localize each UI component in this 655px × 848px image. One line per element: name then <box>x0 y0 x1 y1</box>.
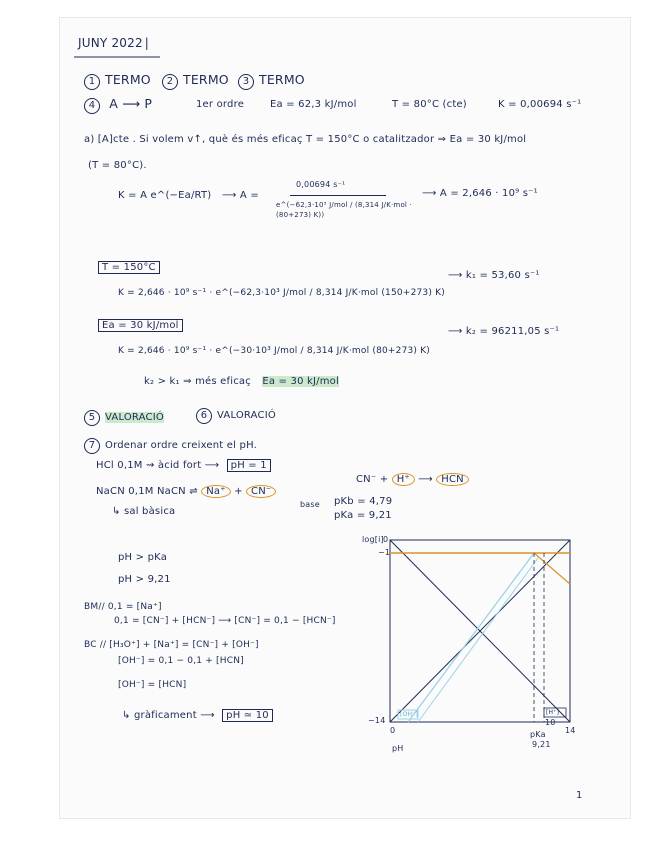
x-tick-pka: pKa <box>530 730 546 739</box>
part-a-intro: a) [A]cte . Si volem v↑, què és més eficaç T = 150°C o catalitzador ⇒ Ea = 30 kJ/mol <box>84 134 527 145</box>
question-1: 1 TERMO <box>84 72 151 90</box>
box-ea30: Ea = 30 kJ/mol <box>98 320 183 331</box>
bm-label: BM// 0,1 = [Na⁺] <box>84 602 162 612</box>
bc-eq2: [OH⁻] = [HCN] <box>118 680 187 690</box>
k1-expression: K = 2,646 · 10⁹ s⁻¹ · e^(−62,3·10³ J/mol / 8,314 J/K·mol (150+273) K) <box>118 288 445 298</box>
y-tick-0: 0 <box>383 535 389 544</box>
sal-basica: ↳ sal bàsica <box>112 506 176 517</box>
nacn-line: NaCN 0,1M NaCN ⇌ Na⁺ + CN⁻ <box>96 486 276 497</box>
arrow-1: ⟶ A = <box>222 190 259 201</box>
plot-xlabel: pH <box>392 744 404 753</box>
page-title: JUNY 2022 | <box>78 36 150 50</box>
a-denominator: e^(−62,3·10³ J/mol / (8,314 J/K·mol · (80+273) K)) <box>276 201 412 219</box>
cn-equation: CN⁻ + H⁺ ⟶ HCN <box>356 474 469 485</box>
x-tick-14: 14 <box>565 726 576 735</box>
plot-ylabel: log[i] <box>362 535 384 544</box>
q4-temp: T = 80°C (cte) <box>392 99 467 110</box>
q4-ea: Ea = 62,3 kJ/mol <box>270 99 357 110</box>
y-tick-minus1: −1 <box>378 548 391 557</box>
arrhenius-formula: K = A e^(−Ea/RT) <box>118 190 212 201</box>
ph-gt-pka: pH > pKa <box>118 552 168 563</box>
h-label: [H⁺] <box>546 709 560 716</box>
k1-result: ⟶ k₁ = 53,60 s⁻¹ <box>448 270 540 281</box>
pka: pKa = 9,21 <box>334 510 392 521</box>
x-tick-pka-value: 9,21 <box>532 740 551 749</box>
ph-gt-value: pH > 9,21 <box>118 574 171 585</box>
bc-eq1: [OH⁻] = 0,1 − 0,1 + [HCN] <box>118 656 244 666</box>
box-t150: T = 150°C <box>98 262 160 273</box>
pkb: pKb = 4,79 <box>334 496 393 507</box>
a-result: ⟶ A = 2,646 · 10⁹ s⁻¹ <box>422 188 538 199</box>
bm-equation: 0,1 = [CN⁻] + [HCN⁻] ⟶ [CN⁻] = 0,1 − [HCN⁻] <box>114 616 336 626</box>
k2-result: ⟶ k₂ = 96211,05 s⁻¹ <box>448 326 560 337</box>
a-numerator: 0,00694 s⁻¹ <box>296 180 346 189</box>
hcn-species-line <box>418 558 538 722</box>
bc-label: BC // [H₃O⁺] + [Na⁺] = [CN⁻] + [OH⁻] <box>84 640 259 650</box>
part-a-temp: (T = 80°C). <box>88 160 147 171</box>
page-number: 1 <box>576 790 583 801</box>
question-4: 4 A ⟶ P <box>84 96 152 114</box>
question-2: 2 TERMO <box>162 72 229 90</box>
x-tick-0: 0 <box>390 726 396 735</box>
y-tick-minus14: −14 <box>368 716 386 725</box>
hcl-line: HCl 0,1M ⇝ àcid fort ⟶ pH = 1 <box>96 460 271 471</box>
q4-k: K = 0,00694 s⁻¹ <box>498 99 582 110</box>
k2-expression: K = 2,646 · 10⁹ s⁻¹ · e^(−30·10³ J/mol / 8,314 J/K·mol (80+273) K) <box>118 346 431 356</box>
question-5: 5 VALORACIÓ <box>84 410 164 426</box>
title-underline <box>74 55 164 59</box>
question-3: 3 TERMO <box>238 72 305 90</box>
fraction-bar <box>290 194 388 197</box>
question-7: 7 Ordenar ordre creixent el pH. <box>84 438 257 454</box>
graphical-line: ↳ gràficament ⟶ pH ≃ 10 <box>122 710 273 721</box>
q4-order: 1er ordre <box>196 99 245 110</box>
cn-species-line <box>408 553 534 722</box>
x-tick-10: 10 <box>545 718 556 727</box>
question-6: 6 VALORACIÓ <box>196 408 276 424</box>
comparison: k₂ > k₁ ⇒ més eficaç Ea = 30 kJ/mol <box>144 376 339 387</box>
oh-label: [OH⁻] <box>400 711 419 718</box>
base-label: base <box>300 500 320 509</box>
